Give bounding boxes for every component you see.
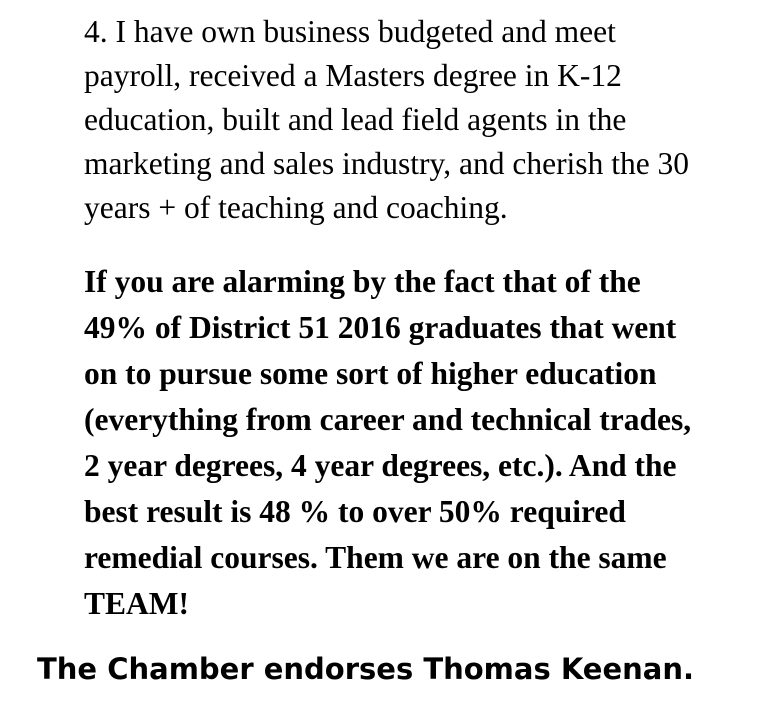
paragraph-2-line: (everything from career and technical trades, [84, 402, 692, 437]
paragraph-2-line: TEAM! [84, 586, 189, 621]
paragraph-2-line: remedial courses. Them we are on the same [84, 540, 667, 575]
paragraph-2-line: on to pursue some sort of higher education [84, 356, 657, 391]
paragraph-1-line: marketing and sales industry, and cherish the 30 [84, 146, 690, 181]
paragraph-1-line: years + of teaching and coaching. [84, 190, 508, 225]
paragraph-2-line: If you are alarming by the fact that of the [84, 264, 641, 299]
paragraph-2-line: best result is 48 % to over 50% required [84, 494, 626, 529]
endorsement-statement: The Chamber endorses Thomas Keenan. [37, 652, 694, 686]
paragraph-2-line: 2 year degrees, 4 year degrees, etc.). And the [84, 448, 677, 483]
paragraph-1-line: payroll, received a Masters degree in K-12 [84, 58, 622, 93]
paragraph-2-line: 49% of District 51 2016 graduates that went [84, 310, 677, 345]
paragraph-1-line: 4. I have own business budgeted and meet [84, 14, 616, 49]
paragraph-1-line: education, built and lead field agents in the [84, 102, 627, 137]
